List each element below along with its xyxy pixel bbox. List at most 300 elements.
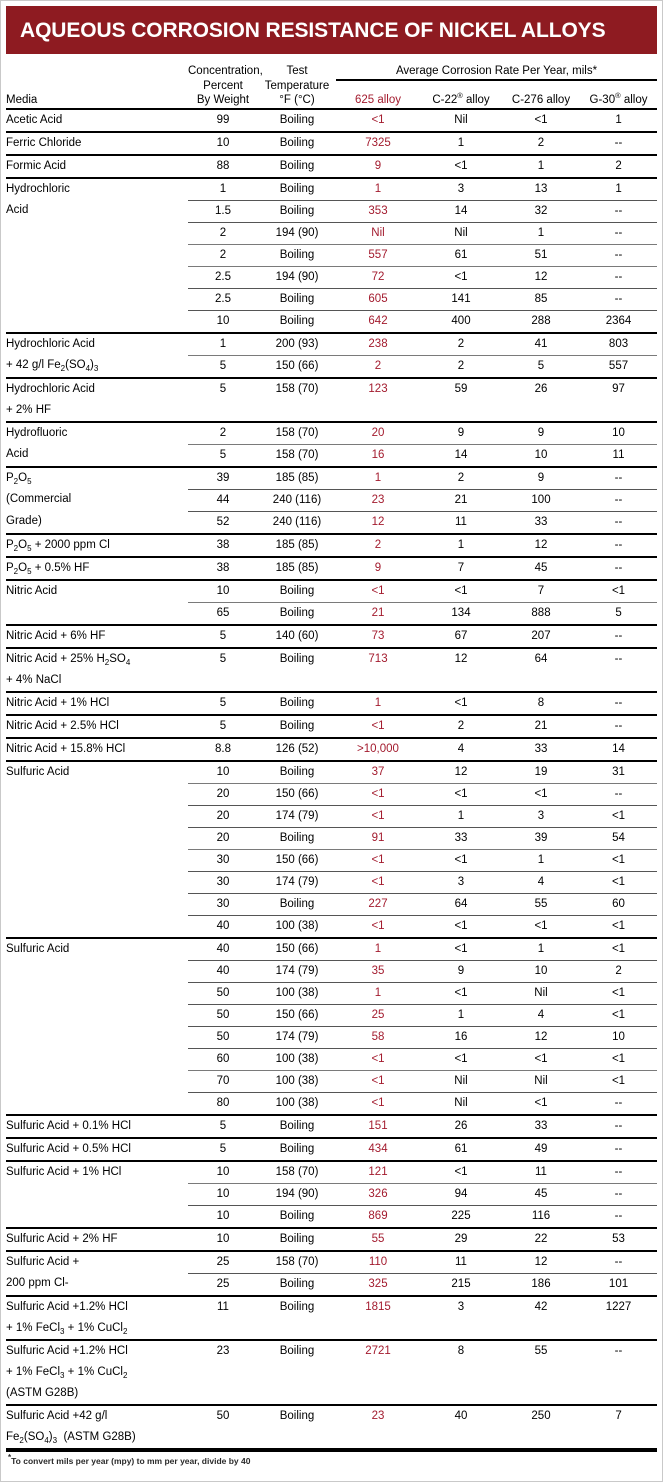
header-temperature-line3: °F (°C) [279, 94, 315, 106]
cell-alloy-625: 55 [336, 1228, 420, 1251]
cell-alloy-c276: 207 [502, 625, 580, 648]
cell-alloy-625: 12 [336, 511, 420, 534]
cell-alloy-c276: 11 [502, 1161, 580, 1184]
table-row [6, 1205, 657, 1228]
cell-alloy-c276: 4 [502, 871, 580, 893]
table-row [6, 1161, 657, 1184]
cell-alloy-625: <1 [336, 1048, 420, 1070]
cell-concentration: 40 [188, 960, 258, 982]
cell-concentration: 10 [188, 761, 258, 784]
cell-concentration: 25 [188, 1273, 258, 1296]
cell-alloy-g30: <1 [580, 580, 657, 603]
cell-alloy-625: 37 [336, 761, 420, 784]
table-row [6, 1296, 657, 1318]
cell-alloy-625: 325 [336, 1273, 420, 1296]
cell-alloy-g30: 2364 [580, 310, 657, 333]
table-row [6, 132, 657, 155]
cell-media [6, 982, 188, 1004]
cell-media: Hydrochloric Acid [6, 337, 95, 350]
cell-temperature: Boiling [258, 109, 336, 132]
cell-alloy-g30: 1227 [605, 1300, 632, 1313]
cell-alloy-g30: <1 [580, 915, 657, 938]
cell-temperature: 150 (66) [258, 355, 336, 378]
cell-alloy-g30: 11 [580, 444, 657, 467]
cell-media: (ASTM G28B) [6, 1383, 188, 1405]
cell-alloy-625: 238 [336, 333, 420, 356]
cell-alloy-g30: 60 [580, 893, 657, 915]
cell-concentration [188, 1383, 258, 1405]
table-row [6, 178, 657, 201]
cell-alloy-g30: 557 [580, 355, 657, 378]
cell-media: Grade) [6, 511, 188, 534]
cell-alloy-g30: -- [580, 625, 657, 648]
cell-alloy-c276: <1 [502, 109, 580, 132]
cell-alloy-g30: -- [580, 557, 657, 580]
cell-concentration: 10 [188, 1205, 258, 1228]
cell-temperature: 174 (79) [258, 960, 336, 982]
header-alloy-g30 [580, 93, 657, 109]
cell-alloy-c22: Nil [420, 109, 502, 132]
cell-alloy-c22 [420, 1318, 502, 1340]
cell-temperature: 100 (38) [258, 1048, 336, 1070]
cell-alloy-625: 434 [336, 1138, 420, 1161]
cell-concentration: 11 [217, 1300, 229, 1313]
header-alloy-g30-name: G-30 [589, 94, 616, 106]
cell-temperature: 194 (90) [258, 222, 336, 244]
cell-temperature: Boiling [258, 288, 336, 310]
cell-media: Nitric Acid + 25% $H_2SO_4$ [6, 652, 131, 667]
cell-alloy-c22: 33 [420, 827, 502, 849]
cell-temperature: Boiling [258, 692, 336, 715]
cell-alloy-625: 110 [336, 1251, 420, 1274]
cell-concentration: 38 [188, 557, 258, 580]
table-row [6, 155, 657, 178]
cell-temperature: Boiling [258, 178, 336, 201]
cell-concentration: 5 [188, 625, 258, 648]
cell-alloy-c22: <1 [420, 580, 502, 603]
cell-alloy-625: 1 [336, 692, 420, 715]
cell-media: Sulfuric Acid +1.2% HCl [6, 1344, 128, 1357]
cell-alloy-g30: -- [580, 244, 657, 266]
cell-alloy-c22: 7 [420, 557, 502, 580]
cell-alloy-c22: 29 [420, 1228, 502, 1251]
cell-concentration [188, 1362, 258, 1383]
cell-media [6, 783, 188, 805]
cell-media: Hydrochloric [6, 182, 70, 195]
cell-temperature [258, 400, 336, 422]
table-row [6, 1115, 657, 1138]
cell-alloy-c276: 5 [502, 355, 580, 378]
cell-temperature: 100 (38) [258, 982, 336, 1004]
cell-alloy-c276 [502, 1383, 580, 1405]
cell-alloy-625: 72 [336, 266, 420, 288]
cell-media [6, 1048, 188, 1070]
cell-media [6, 871, 188, 893]
cell-media [6, 244, 188, 266]
cell-alloy-625: 227 [336, 893, 420, 915]
cell-alloy-g30: -- [580, 534, 657, 557]
cell-media: Sulfuric Acid + 0.1% HCl [6, 1115, 188, 1138]
table-row [6, 557, 657, 580]
cell-alloy-c22: 1 [420, 534, 502, 557]
cell-alloy-c276: 3 [502, 805, 580, 827]
cell-alloy-g30: 803 [580, 333, 657, 356]
cell-concentration: 2 [188, 222, 258, 244]
cell-media: + 42 g/l $Fe_2(SO_4)_3$ [6, 355, 188, 378]
cell-temperature: Boiling [258, 761, 336, 784]
header-span-rule-cell [336, 79, 657, 94]
cell-concentration: 39 [188, 467, 258, 490]
cell-media: Hydrochloric Acid [6, 382, 95, 395]
cell-temperature: Boiling [279, 652, 315, 665]
cell-alloy-c276: <1 [502, 1092, 580, 1115]
cell-alloy-c276: 1 [502, 849, 580, 871]
cell-media [6, 1070, 188, 1092]
cell-alloy-g30: <1 [580, 849, 657, 871]
cell-alloy-g30: -- [580, 467, 657, 490]
cell-alloy-625: 326 [336, 1183, 420, 1205]
cell-alloy-c22: 1 [420, 805, 502, 827]
cell-concentration: 40 [188, 938, 258, 961]
table-row [6, 1183, 657, 1205]
cell-temperature: 100 (38) [258, 915, 336, 938]
cell-media [6, 1183, 188, 1205]
cell-temperature: 158 (70) [258, 444, 336, 467]
cell-alloy-c22: 3 [457, 1300, 465, 1313]
cell-alloy-c276 [502, 670, 580, 692]
table-row [6, 805, 657, 827]
cell-alloy-c22: 2 [420, 715, 502, 738]
cell-concentration: 30 [188, 871, 258, 893]
cell-media [6, 1004, 188, 1026]
header-concentration-line2: Percent [203, 79, 243, 92]
header-temperature-line1: Test [286, 65, 308, 77]
cell-media: Acid [6, 444, 188, 467]
cell-alloy-c276: 33 [502, 511, 580, 534]
cell-alloy-c22: 3 [420, 871, 502, 893]
cell-alloy-c22: 12 [454, 652, 468, 665]
table-row [6, 1362, 657, 1383]
cell-temperature: 185 (85) [258, 534, 336, 557]
cell-alloy-625: <1 [336, 783, 420, 805]
cell-temperature: 174 (79) [258, 871, 336, 893]
cell-temperature: Boiling [258, 1138, 336, 1161]
cell-alloy-c276: 32 [502, 200, 580, 222]
cell-temperature: Boiling [258, 893, 336, 915]
registered-mark-icon: ® [457, 91, 463, 101]
cell-concentration: 10 [188, 132, 258, 155]
cell-media: Nitric Acid + 15.8% HCl [6, 738, 188, 761]
cell-temperature: 150 (66) [258, 783, 336, 805]
cell-concentration: 10 [188, 1161, 258, 1184]
cell-concentration: 5 [219, 382, 227, 395]
cell-alloy-625: <1 [336, 715, 420, 738]
cell-alloy-g30 [580, 1318, 657, 1340]
header-row-2 [6, 79, 657, 94]
cell-media [6, 288, 188, 310]
cell-alloy-625: <1 [336, 1070, 420, 1092]
cell-concentration: 5 [188, 444, 258, 467]
cell-concentration: 5 [188, 1115, 258, 1138]
cell-alloy-c22: 61 [420, 244, 502, 266]
cell-alloy-c22: <1 [420, 783, 502, 805]
cell-alloy-c22 [420, 1362, 502, 1383]
header-alloy-c22-suffix: alloy [462, 94, 490, 106]
cell-alloy-c22: 16 [420, 1026, 502, 1048]
cell-temperature: Boiling [258, 310, 336, 333]
table-row [6, 871, 657, 893]
cell-alloy-625: 121 [336, 1161, 420, 1184]
cell-temperature: Boiling [258, 200, 336, 222]
cell-alloy-625: >10,000 [336, 738, 420, 761]
header-alloy-c22-name: C-22 [432, 94, 458, 106]
cell-temperature [258, 1427, 336, 1449]
cell-temperature: 174 (79) [258, 1026, 336, 1048]
cell-alloy-625: <1 [336, 915, 420, 938]
cell-alloy-g30: -- [580, 1138, 657, 1161]
cell-concentration: 50 [188, 1004, 258, 1026]
cell-media: Nitric Acid + 6% HF [6, 625, 188, 648]
cell-temperature: 158 (70) [258, 1251, 336, 1274]
cell-alloy-c276: 21 [502, 715, 580, 738]
cell-temperature: Boiling [258, 1205, 336, 1228]
cell-alloy-c276: 10 [502, 960, 580, 982]
cell-concentration: 5 [188, 1138, 258, 1161]
cell-alloy-c22: 14 [420, 200, 502, 222]
cell-alloy-625: 123 [368, 382, 388, 395]
cell-alloy-g30: 101 [580, 1273, 657, 1296]
cell-concentration: 88 [188, 155, 258, 178]
table-row [6, 378, 657, 400]
cell-alloy-c22: Nil [420, 222, 502, 244]
table-row [6, 534, 657, 557]
table-row [6, 715, 657, 738]
cell-media: Sulfuric Acid + 1% HCl [6, 1165, 122, 1178]
header-concentration-line3: By Weight [196, 94, 250, 106]
cell-concentration: 65 [188, 602, 258, 625]
cell-alloy-c276: <1 [502, 1048, 580, 1070]
cell-alloy-c22: 61 [420, 1138, 502, 1161]
cell-alloy-c22: <1 [420, 982, 502, 1004]
cell-media [6, 602, 188, 625]
cell-alloy-g30: -- [580, 489, 657, 511]
cell-alloy-c276: 100 [502, 489, 580, 511]
table-row [6, 288, 657, 310]
cell-media [6, 915, 188, 938]
cell-media: $Fe_2(SO_4)_3$ (ASTM G28B) [6, 1427, 188, 1449]
cell-concentration: 2 [188, 244, 258, 266]
cell-alloy-c276 [502, 400, 580, 422]
cell-alloy-c22: 215 [420, 1273, 502, 1296]
table-row [6, 783, 657, 805]
cell-temperature: 100 (38) [258, 1092, 336, 1115]
cell-alloy-c22: 12 [420, 761, 502, 784]
cell-alloy-c276: 45 [502, 1183, 580, 1205]
cell-temperature: Boiling [279, 1300, 315, 1313]
table-row [6, 222, 657, 244]
table-row [6, 761, 657, 784]
table-row [6, 960, 657, 982]
cell-temperature: 174 (79) [258, 805, 336, 827]
header-temperature-line2: Temperature [264, 79, 330, 92]
cell-media: Formic Acid [6, 155, 188, 178]
table-row [6, 1273, 657, 1296]
header-row-1 [6, 64, 657, 79]
cell-alloy-g30: -- [580, 1251, 657, 1274]
cell-temperature: Boiling [258, 132, 336, 155]
cell-media: Nitric Acid + 1% HCl [6, 692, 188, 715]
cell-alloy-g30: <1 [580, 938, 657, 961]
table-row [6, 444, 657, 467]
cell-alloy-625: 869 [336, 1205, 420, 1228]
table-row [6, 648, 657, 670]
table-row [6, 849, 657, 871]
cell-alloy-625: <1 [336, 805, 420, 827]
cell-concentration: 1 [188, 178, 258, 201]
cell-alloy-625: <1 [336, 1092, 420, 1115]
cell-alloy-c276: 250 [531, 1409, 551, 1422]
cell-alloy-c276: 41 [502, 333, 580, 356]
cell-concentration: 5 [188, 355, 258, 378]
cell-concentration: 30 [188, 893, 258, 915]
cell-alloy-c22: 134 [420, 602, 502, 625]
cell-concentration: 5 [188, 692, 258, 715]
cell-alloy-625: 557 [336, 244, 420, 266]
table-row [6, 915, 657, 938]
cell-alloy-c22: 9 [420, 960, 502, 982]
cell-alloy-625: <1 [336, 849, 420, 871]
cell-alloy-c276: 13 [502, 178, 580, 201]
cell-concentration: 20 [188, 827, 258, 849]
cell-concentration: 80 [188, 1092, 258, 1115]
cell-temperature: 185 (85) [258, 557, 336, 580]
cell-concentration: 23 [216, 1344, 230, 1357]
cell-alloy-g30: 53 [580, 1228, 657, 1251]
cell-alloy-625: 20 [336, 422, 420, 445]
cell-alloy-g30: 7 [615, 1409, 622, 1422]
cell-alloy-g30: <1 [580, 982, 657, 1004]
cell-concentration [188, 1427, 258, 1449]
cell-media [6, 1205, 188, 1228]
cell-alloy-625: 353 [336, 200, 420, 222]
cell-concentration [188, 670, 258, 692]
cell-alloy-c276: 888 [502, 602, 580, 625]
cell-alloy-c22: 1 [420, 1004, 502, 1026]
cell-alloy-g30: -- [580, 200, 657, 222]
cell-alloy-c276: 1 [502, 938, 580, 961]
cell-concentration: 5 [188, 715, 258, 738]
footnote-marker: * [8, 1452, 12, 1462]
table-row [6, 692, 657, 715]
cell-media: Hydrofluoric [6, 426, 68, 439]
cell-concentration: 10 [188, 1228, 258, 1251]
cell-media [6, 310, 188, 333]
header-alloy-g30-suffix: alloy [620, 94, 648, 106]
cell-alloy-g30: -- [614, 1344, 623, 1357]
cell-alloy-c22: 14 [420, 444, 502, 467]
cell-temperature: 158 (70) [258, 422, 336, 445]
cell-alloy-c22: <1 [420, 915, 502, 938]
cell-alloy-g30: 10 [580, 1026, 657, 1048]
cell-temperature: 240 (116) [258, 511, 336, 534]
cell-alloy-c22: 59 [454, 382, 468, 395]
table-row [6, 738, 657, 761]
table-row [6, 400, 657, 422]
cell-alloy-g30: 2 [580, 960, 657, 982]
cell-temperature: 185 (85) [258, 467, 336, 490]
cell-media [6, 827, 188, 849]
cell-alloy-625: 91 [336, 827, 420, 849]
cell-media: Nitric Acid [6, 584, 58, 597]
cell-alloy-625: 642 [336, 310, 420, 333]
table-row [6, 1318, 657, 1340]
cell-alloy-g30: -- [580, 1183, 657, 1205]
cell-concentration: 52 [188, 511, 258, 534]
cell-alloy-g30: -- [614, 652, 623, 665]
cell-alloy-c276: 116 [502, 1205, 580, 1228]
footnote-section [6, 1450, 657, 1467]
cell-alloy-c22: 400 [420, 310, 502, 333]
cell-alloy-c276: 12 [502, 534, 580, 557]
cell-alloy-625 [336, 1318, 420, 1340]
cell-concentration: 99 [188, 109, 258, 132]
cell-concentration [188, 400, 258, 422]
table-row [6, 1070, 657, 1092]
table-row [6, 670, 657, 692]
cell-alloy-g30: 14 [580, 738, 657, 761]
cell-temperature: 100 (38) [258, 1070, 336, 1092]
header-spacer [6, 64, 188, 79]
cell-concentration: 50 [216, 1409, 230, 1422]
cell-temperature [258, 1362, 336, 1383]
cell-alloy-625: 25 [336, 1004, 420, 1026]
cell-alloy-c22 [420, 1383, 502, 1405]
cell-temperature: Boiling [258, 602, 336, 625]
cell-media [6, 893, 188, 915]
cell-alloy-c276: 85 [502, 288, 580, 310]
cell-media: 200 ppm Cl- [6, 1273, 188, 1296]
cell-alloy-c22: <1 [420, 938, 502, 961]
cell-media [6, 960, 188, 982]
cell-temperature [258, 1383, 336, 1405]
header-span-rule [336, 79, 657, 81]
cell-alloy-625: 2 [336, 355, 420, 378]
cell-temperature: Boiling [258, 1115, 336, 1138]
cell-concentration: 10 [188, 1183, 258, 1205]
cell-media [6, 805, 188, 827]
cell-alloy-c22: 4 [420, 738, 502, 761]
cell-alloy-c276: 12 [502, 266, 580, 288]
header-alloy-625: 625 alloy [354, 94, 402, 106]
cell-alloy-c276: 49 [502, 1138, 580, 1161]
cell-alloy-c276: 10 [502, 444, 580, 467]
cell-concentration: 60 [188, 1048, 258, 1070]
cell-alloy-c276: 55 [502, 893, 580, 915]
table-row [6, 511, 657, 534]
page-title: AQUEOUS CORROSION RESISTANCE OF NICKEL ALLOYS [20, 18, 606, 42]
cell-alloy-625: 21 [336, 602, 420, 625]
table-row [6, 1228, 657, 1251]
cell-concentration: 44 [188, 489, 258, 511]
cell-media: $P_2O_5$ [6, 471, 32, 486]
cell-alloy-c22: Nil [420, 1070, 502, 1092]
cell-alloy-c22: 3 [420, 178, 502, 201]
cell-media: (Commercial [6, 493, 72, 505]
cell-temperature [258, 1318, 336, 1340]
cell-alloy-625: 1 [336, 938, 420, 961]
cell-concentration: 10 [188, 580, 258, 603]
table-row [6, 1092, 657, 1115]
